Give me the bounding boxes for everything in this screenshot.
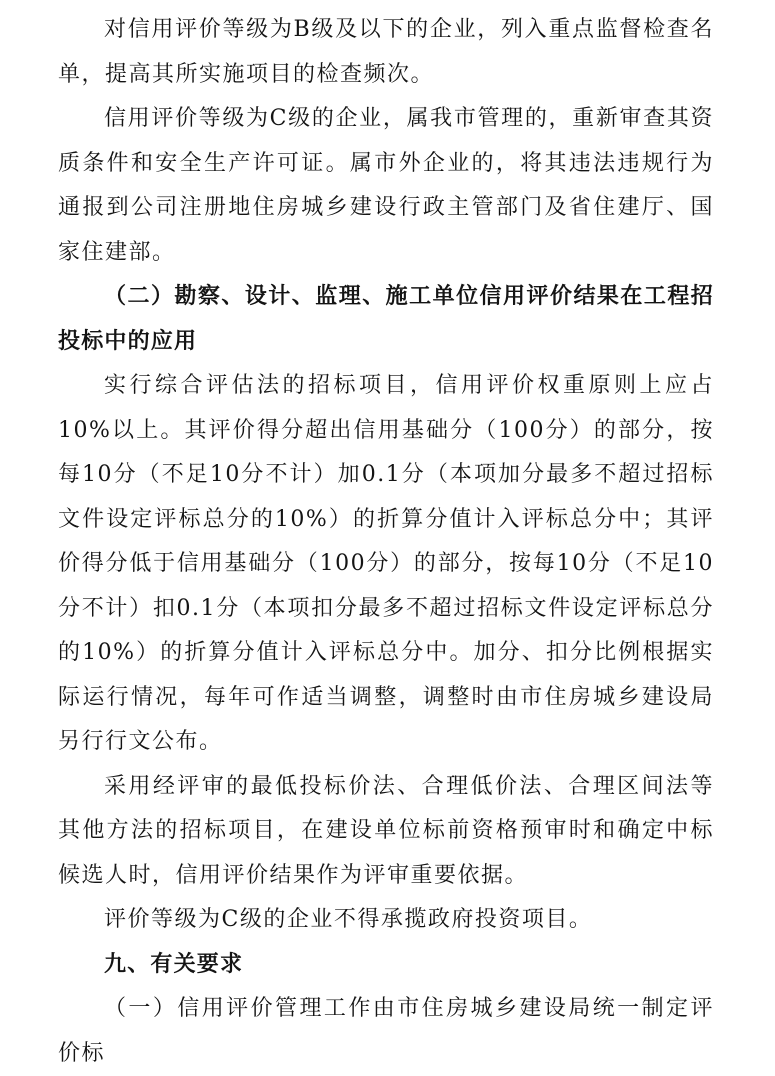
paragraph-lowest-bid-method: 采用经评审的最低投标价法、合理低价法、合理区间法等其他方法的招标项目，在建设单位标前资格预审时和确定中标候选人时，信用评价结果作为评审重要依据。 [58,773,714,888]
document-page [58,8,714,1076]
paragraph-c-grade-government-projects: 评价等级为C级的企业不得承揽政府投资项目。 [104,907,593,932]
paragraph-comprehensive-evaluation: 实行综合评估法的招标项目，信用评价权重原则上应占10%以上。其评价得分超出信用基础分（100分）的部分，按每10分（不足10分不计）加0.1分（本项加分最多不超过招标文件设定评标总分的10%）的折算分值计入评标总分中；其评价得分低于信用基础分（100分）的部分，按每10分（不足10分不计）扣0.1分（本项扣分最多不超过招标文件设定评标总分的10%）的折算分值计入评标总分中。加分、扣分比例根据实际运行情况，每年可作适当调整，调整时由市住房城乡建设局另行行文公布。 [58,373,714,754]
section-heading-requirements: 九、有关要求 [104,951,244,977]
paragraph-management-responsibility: （一）信用评价管理工作由市住房城乡建设局统一制定评价标 [58,996,714,1066]
section-heading-tender-application: （二）勘察、设计、监理、施工单位信用评价结果在工程招投标中的应用 [58,284,714,354]
paragraph-b-grade-supervision: 对信用评价等级为B级及以下的企业，列入重点监督检查名单，提高其所实施项目的检查频次。 [58,17,714,87]
paragraph-c-grade-review: 信用评价等级为C级的企业，属我市管理的，重新审查其资质条件和安全生产许可证。属市外企业的，将其违法违规行为通报到公司注册地住房城乡建设行政主管部门及省住建厅、国家住建部。 [58,106,714,265]
